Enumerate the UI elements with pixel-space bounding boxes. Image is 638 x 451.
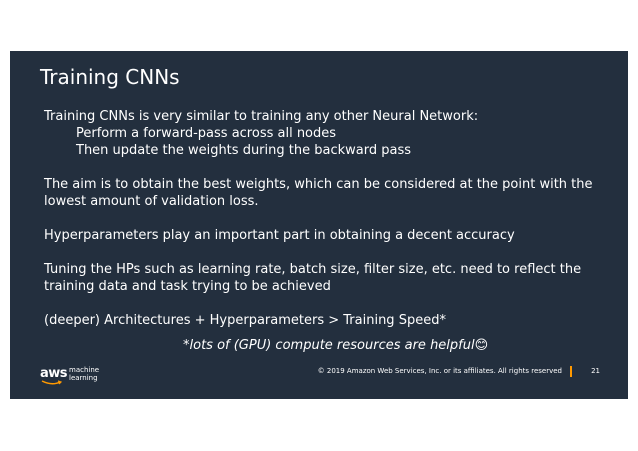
body-line: (deeper) Architectures + Hyperparameters > Training Speed*	[44, 313, 446, 328]
body-line-indented: Then update the weights during the backward pass	[76, 143, 411, 158]
footnote: *lots of (GPU) compute resources are helpful😊	[183, 338, 489, 353]
slide-footer	[10, 361, 628, 391]
aws-machine-learning-logo	[40, 366, 100, 390]
page-number: 21	[591, 367, 600, 375]
logo-subtitle	[69, 366, 99, 382]
footer-separator	[570, 366, 572, 377]
slide-body	[44, 108, 614, 329]
spacer	[44, 295, 614, 312]
slide	[10, 51, 628, 399]
spacer	[44, 210, 614, 227]
body-line: Tuning the HPs such as learning rate, batch size, filter size, etc. need to reflect the	[44, 262, 582, 277]
slide-title: Training CNNs	[40, 65, 180, 89]
body-line-indented: Perform a forward-pass across all nodes	[76, 126, 337, 141]
body-line: Training CNNs is very similar to training any other Neural Network:	[44, 109, 479, 124]
spacer	[44, 159, 614, 176]
body-line: training data and task trying to be achieved	[44, 279, 331, 294]
aws-wordmark: aws	[40, 366, 68, 381]
aws-smile-icon	[41, 380, 63, 386]
body-line: Hyperparameters play an important part in obtaining a decent accuracy	[44, 228, 515, 243]
spacer	[44, 244, 614, 261]
logo-line: machine	[69, 366, 100, 374]
body-line: lowest amount of validation loss.	[44, 194, 259, 209]
logo-line: learning	[69, 374, 98, 382]
body-line: The aim is to obtain the best weights, which can be considered at the point with the	[44, 177, 593, 192]
copyright-notice: © 2019 Amazon Web Services, Inc. or its affiliates. All rights reserved	[317, 367, 562, 375]
